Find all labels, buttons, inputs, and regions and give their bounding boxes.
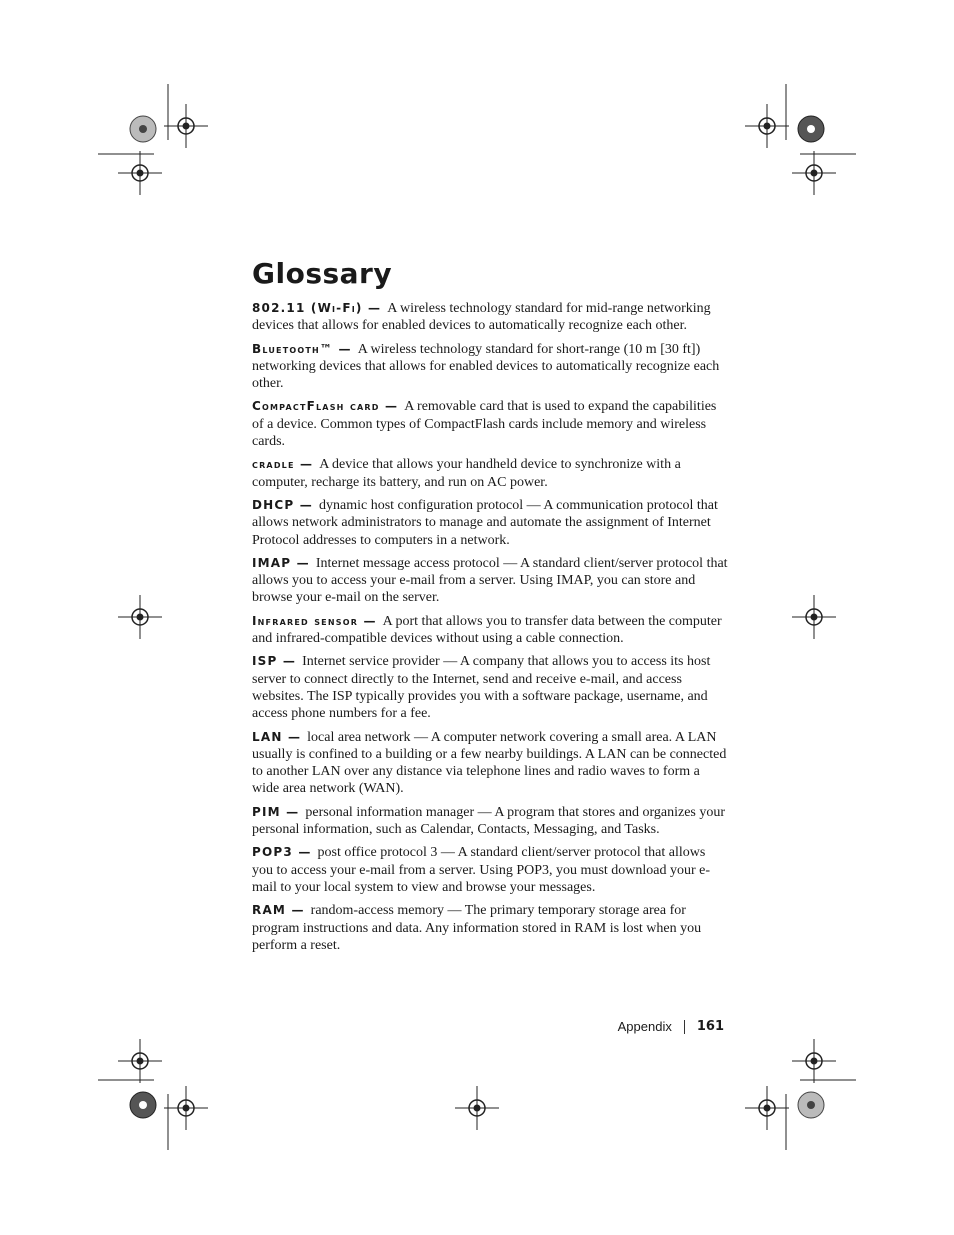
glossary-definition: A wireless technology standard for mid-range networking devices that allows for enabled devices to automatically recognize each other.: [252, 301, 711, 334]
glossary-term: POP3 —: [252, 845, 312, 860]
glossary-entry: [252, 398, 728, 450]
page-title: Glossary: [252, 257, 393, 290]
glossary-definition: personal information manager — A program that stores and organizes your personal information, such as Calendar, Contacts, Messaging, and Tasks.: [252, 804, 726, 838]
glossary-definition: local area network — A computer network covering a small area. A LAN usually is confined to a building or a few nearby buildings. A LAN can be connected to another LAN over any distance via telephone lines and radio waves to form a wide area network (WAN).: [252, 729, 727, 797]
glossary-definition: random-access memory — The primary temporary storage area for program instructions and data. Any information stored in RAM is lost when you perform a reset.: [252, 903, 702, 953]
glossary-entry: [252, 497, 728, 549]
glossary-term: RAM —: [252, 903, 305, 918]
glossary-term: LAN —: [252, 729, 302, 744]
page-number: 161: [696, 1019, 724, 1034]
glossary-definition: A wireless technology standard for short-range (10 m [30 ft]) networking devices that allows for enabled devices to automatically recognize each other.: [252, 341, 720, 392]
glossary-list: [252, 300, 728, 960]
glossary-definition: Internet message access protocol — A standard client/server protocol that allows you to access your e-mail from a server. Using IMAP, you can store and browse your e-mail on the server.: [252, 555, 728, 606]
glossary-entry: [252, 804, 728, 839]
glossary-definition: A device that allows your handheld device to synchronize with a computer, recharge its battery, and run on AC power.: [252, 457, 681, 490]
glossary-entry: [252, 613, 728, 648]
glossary-term: CompactFlash card —: [252, 399, 399, 414]
glossary-term: Infrared sensor —: [252, 613, 377, 628]
glossary-definition: post office protocol 3 — A standard client/server protocol that allows you to access your e-mail from a server. Using POP3, you must download your e-mail to your local system to view and browse your messages.: [252, 845, 711, 895]
glossary-definition: Internet service provider — A company that allows you to access its host server to connect directly to the Internet, send and receive e-mail, and access websites. The ISP typically provides you with a software package, username, and access phone numbers for a fee.: [252, 654, 711, 722]
glossary-definition: A removable card that is used to expand the capabilities of a device. Common types of CompactFlash cards include memory and wireless cards.: [252, 399, 717, 450]
glossary-term: cradle —: [252, 457, 314, 472]
glossary-term: PIM —: [252, 804, 300, 819]
glossary-entry: [252, 456, 728, 491]
glossary-term: DHCP —: [252, 497, 313, 512]
glossary-definition: dynamic host configuration protocol — A communication protocol that allows network administrators to manage and automate the assignment of Internet Protocol addresses to computers in a network.: [252, 497, 718, 548]
glossary-term: Bluetooth™ —: [252, 341, 352, 356]
glossary-entry: [252, 341, 728, 393]
glossary-entry: [252, 300, 728, 335]
glossary-entry: [252, 844, 728, 896]
glossary-term: ISP —: [252, 654, 297, 669]
glossary-entry: [252, 653, 728, 722]
glossary-term: IMAP —: [252, 555, 310, 570]
glossary-term: 802.11 (Wi-Fi) —: [252, 301, 382, 315]
footer-divider: [684, 1020, 685, 1034]
footer-section: Appendix: [617, 1019, 672, 1034]
glossary-entry: [252, 729, 728, 798]
glossary-entry: [252, 555, 728, 607]
glossary-entry: [252, 902, 728, 954]
glossary-definition: A port that allows you to transfer data between the computer and infrared-compatible devices without using a cable connection.: [252, 613, 722, 647]
page-footer: [618, 1019, 724, 1034]
